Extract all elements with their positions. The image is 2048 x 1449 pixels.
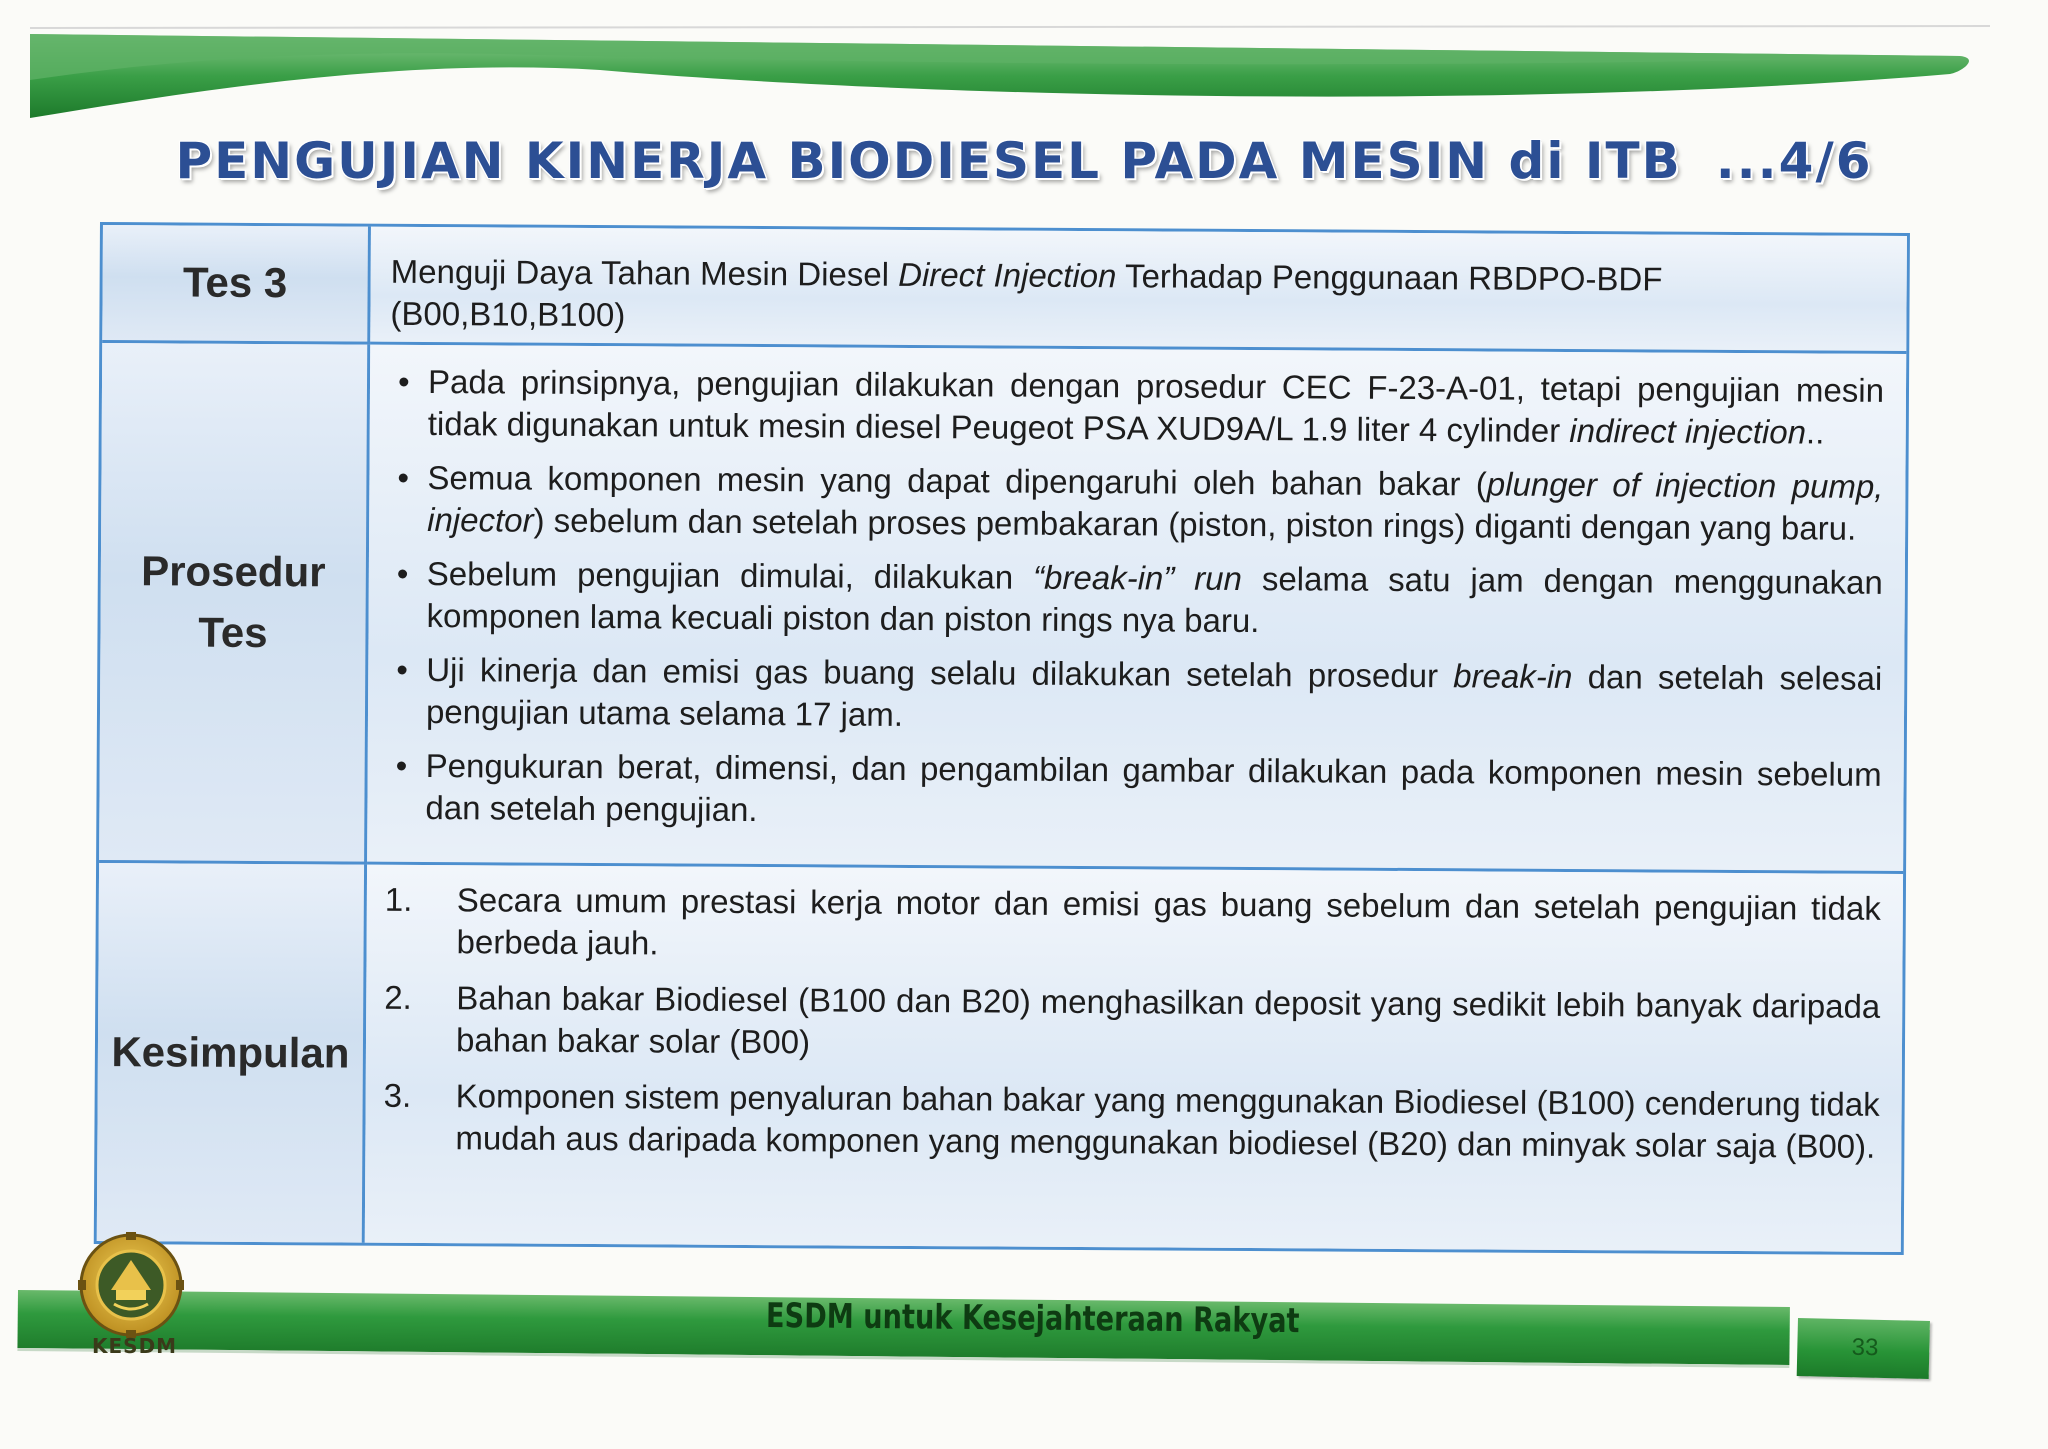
bullet-icon: • — [396, 650, 408, 688]
kesimpulan-number: 2. — [384, 978, 412, 1016]
prosedur-item — [397, 457, 1883, 550]
prosedur-label-line1: Prosedur — [141, 546, 326, 595]
kesimpulan-label: Kesimpulan — [111, 1027, 350, 1077]
page-title — [0, 132, 2048, 190]
prosedur-item-text: Uji kinerja dan emisi gas buang selalu dilakukan setelah prosedur — [426, 651, 1454, 695]
prosedur-item-text-end: .. — [1805, 413, 1825, 451]
tes3-text-part2: Terhadap Penggunaan RBDPO-BDF (B00,B10,B100) — [390, 257, 1663, 334]
kesimpulan-number: 1. — [384, 880, 413, 918]
page-number: 33 — [1851, 1333, 1879, 1362]
title-main: PENGUJIAN KINERJA BIODIESEL PADA MESIN di ITB — [175, 132, 1682, 190]
prosedur-item-text: Pada prinsipnya, pengujian dilakukan dengan prosedur CEC F-23-A-01, tetapi pengujian mesin tidak digunakan untuk mesin diesel Peugeot PSA XUD9A/L 1.9 liter 4 cylinder — [427, 363, 1885, 449]
content-table — [94, 222, 1910, 1255]
kesimpulan-content — [365, 865, 1903, 1252]
prosedur-item-text: Pengukuran berat, dimensi, dan pengambilan gambar dilakukan pada komponen mesin sebelum dan setelah pengujian. — [425, 747, 1882, 829]
prosedur-item-text: Semua komponen mesin yang dapat dipengaruhi oleh bahan bakar ( — [427, 459, 1487, 503]
prosedur-item-text-end: dan setelah selesai pengujian utama selama 17 jam. — [425, 658, 1883, 733]
kesimpulan-item — [383, 1075, 1879, 1168]
kesimpulan-item — [384, 977, 1880, 1070]
prosedur-item-text: Sebelum pengujian dimulai, dilakukan — [426, 555, 1034, 596]
prosedur-content — [367, 345, 1906, 874]
tes3-label-cell — [102, 225, 371, 345]
prosedur-item — [396, 553, 1882, 646]
kesimpulan-text: Bahan bakar Biodiesel (B100 dan B20) menghasilkan deposit yang sedikit lebih banyak daripada bahan bakar solar (B00) — [455, 979, 1881, 1061]
prosedur-item — [395, 745, 1881, 838]
prosedur-bullet-list — [367, 345, 1906, 838]
bullet-icon: • — [397, 362, 410, 400]
title-page-fraction: ...4/6 — [1715, 132, 1873, 190]
prosedur-item — [396, 649, 1882, 742]
bullet-icon: • — [397, 458, 410, 496]
prosedur-item-text-end: ) sebelum dan setelah proses pembakaran (piston, piston rings) diganti dengan yang baru. — [533, 501, 1857, 547]
tes3-text-part1: Menguji Daya Tahan Mesin Diesel — [390, 252, 899, 293]
prosedur-item-italic: plunger of injection pump, injector — [427, 465, 1884, 539]
header-green-band — [0, 0, 2048, 130]
prosedur-item — [398, 361, 1884, 454]
kesimpulan-text: Komponen sistem penyaluran bahan bakar yang menggunakan Biodiesel (B100) cenderung tidak mudah aus daripada komponen yang menggunakan biodiesel (B20) dan minyak solar saja (B00). — [455, 1077, 1880, 1165]
tes3-label: Tes 3 — [182, 258, 288, 307]
logo-caption: KESDM — [92, 1334, 178, 1358]
prosedur-item-italic: “break-in” run — [1033, 558, 1243, 597]
bullet-icon: • — [395, 746, 408, 784]
tes3-text-italic: Direct Injection — [898, 255, 1117, 295]
kesimpulan-text: Secara umum prestasi kerja motor dan emisi gas buang sebelum dan setelah pengujian tidak berbeda jauh. — [456, 881, 1881, 962]
prosedur-item-italic: break-in — [1453, 657, 1573, 696]
kesimpulan-label-cell — [97, 863, 367, 1243]
kesdm-emblem-icon — [76, 1230, 186, 1340]
tes3-description — [370, 227, 1907, 354]
prosedur-label-cell — [99, 343, 370, 865]
kesimpulan-list — [365, 865, 1903, 1168]
prosedur-item-italic: indirect injection — [1569, 411, 1807, 451]
kesimpulan-number: 3. — [383, 1076, 412, 1114]
kesimpulan-item — [384, 879, 1880, 972]
bullet-icon: • — [396, 554, 409, 592]
prosedur-item-text-end: selama satu jam dengan menggunakan komponen lama kecuali piston dan piston rings nya baru. — [426, 559, 1883, 640]
prosedur-label-line2: Tes — [198, 608, 268, 656]
footer-slogan: ESDM untuk Kesejahteraan Rakyat — [765, 1296, 1300, 1342]
